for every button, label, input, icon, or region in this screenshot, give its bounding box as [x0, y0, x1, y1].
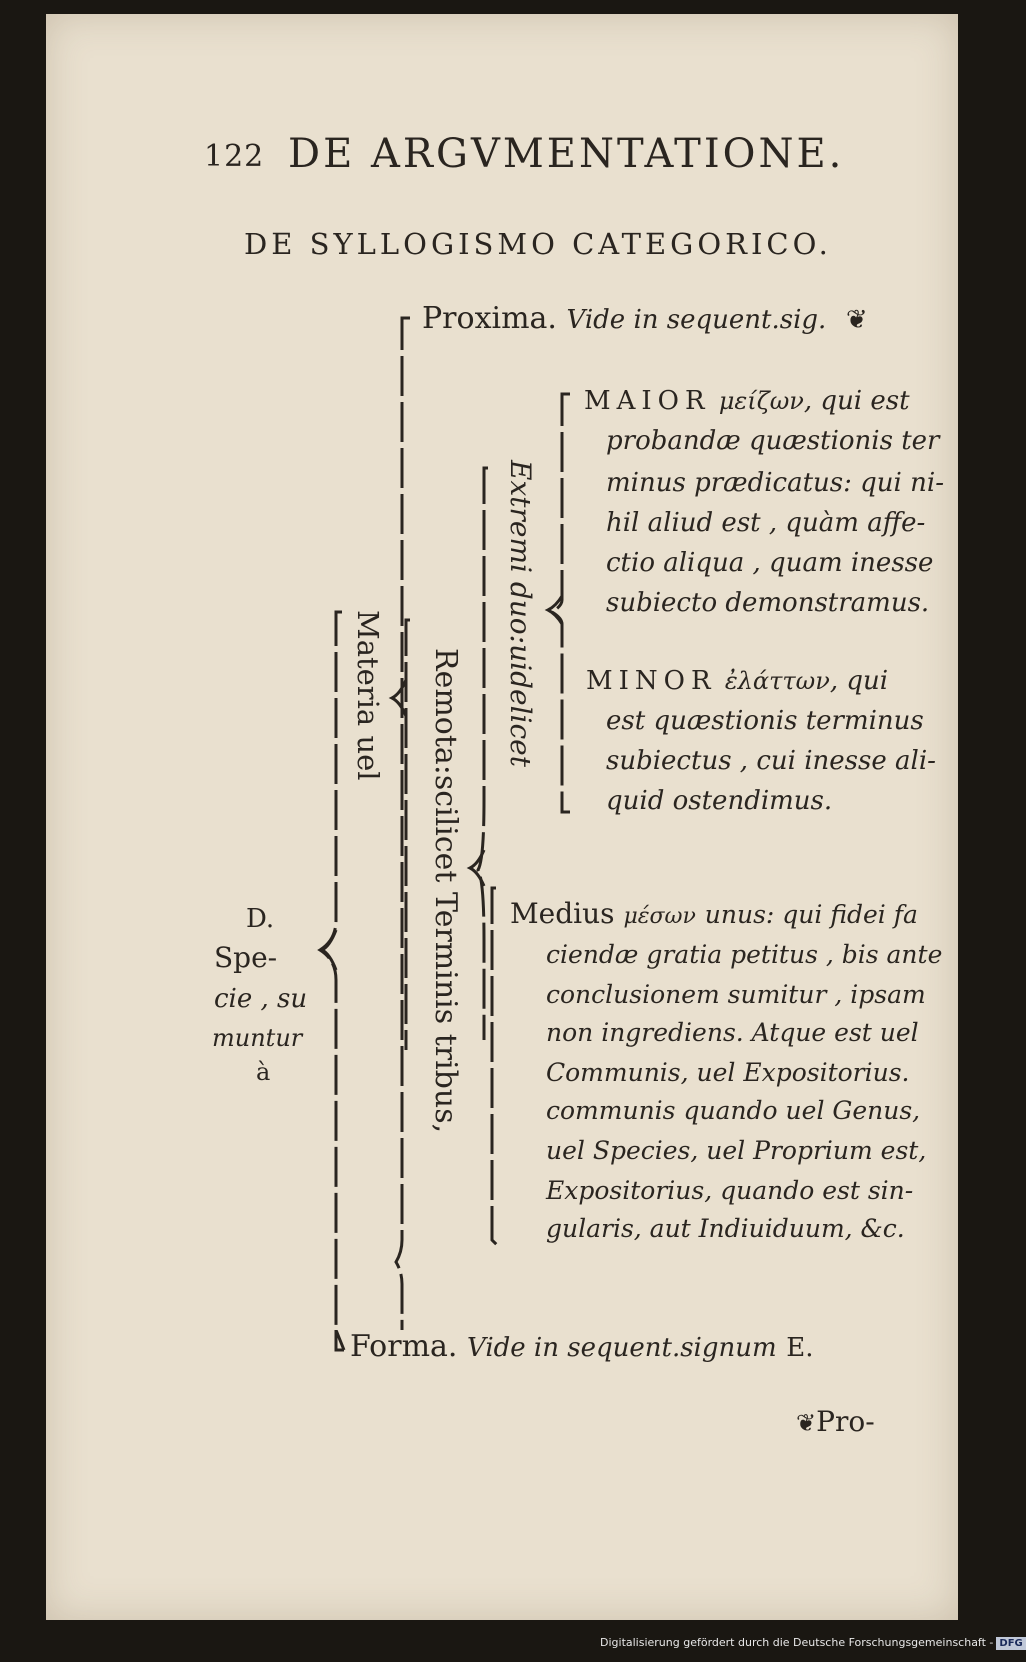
dfg-logo: DFG — [996, 1637, 1025, 1650]
section-title: DE SYLLOGISMO CATEGORICO. — [244, 227, 832, 261]
maior-label: MAIOR — [584, 386, 711, 416]
medius-line: Communis, uel Expositorius. — [546, 1058, 910, 1087]
forma-label: Forma. — [350, 1329, 458, 1364]
minor-label: MINOR — [586, 666, 717, 696]
running-title: DE ARGVMENTATIONE. — [288, 131, 845, 177]
digitization-footer — [600, 1636, 1026, 1650]
minor-line: subiectus , cui inesse ali- — [606, 746, 936, 776]
medius-greek: μέσων — [623, 904, 696, 929]
minor-line: est quæstionis terminus — [606, 706, 924, 736]
left-line: D. — [246, 904, 275, 934]
left-line: cie , su — [214, 984, 308, 1014]
medius-line: conclusionem sumitur , ipsam — [546, 980, 926, 1009]
maior-line: hil aliud est , quàm affe- — [606, 508, 926, 538]
fleuron-icon: ❦ — [845, 305, 868, 335]
medius-line: gularis, aut Indiuiduum, &c. — [546, 1214, 905, 1243]
minor-greek: ἐλάττων — [724, 667, 830, 695]
maior-line: minus prædicatus: qui ni- — [606, 468, 944, 498]
maior-line: ctio aliqua , quam inesse — [606, 548, 934, 578]
medius-line: communis quando uel Genus, — [546, 1096, 921, 1125]
bracket-main — [396, 318, 410, 1330]
bracket-remota — [406, 620, 410, 1050]
medius-label: Medius — [510, 897, 615, 930]
proxima-label: Proxima. — [422, 301, 557, 336]
medius-first-line — [510, 897, 918, 930]
brace-point-maior — [548, 596, 562, 624]
medius-line: ciendæ gratia petitus , bis ante — [546, 940, 943, 969]
medius-line: uel Species, uel Proprium est, — [546, 1136, 927, 1165]
forma-letter: E. — [786, 1333, 814, 1363]
fleuron-icon: ❦ — [796, 1409, 817, 1437]
bracket-extremi — [478, 468, 488, 1040]
left-line: à — [256, 1058, 271, 1086]
brace-point-materia — [392, 680, 406, 716]
maior-line: probandæ quæstionis ter — [606, 426, 940, 456]
forma-reference: Vide in sequent.signum — [467, 1333, 777, 1363]
minor-line: quid ostendimus. — [606, 786, 833, 816]
left-line: muntur — [212, 1024, 303, 1052]
brace-point-extremi — [470, 850, 484, 886]
maior-line: subiecto demonstramus. — [606, 588, 930, 618]
forma-line — [350, 1329, 814, 1364]
page-number: 122 — [204, 139, 265, 174]
footer-text: Digitalisierung gefördert durch die Deutsche Forschungsgemeinschaft - — [600, 1636, 994, 1649]
bracket-medius — [492, 888, 500, 1248]
bracket-materia — [320, 612, 344, 1350]
maior-greek: μείζων — [718, 387, 804, 415]
bracket-maior-minor — [552, 394, 570, 812]
medius-line: Expositorius, quando est sin- — [546, 1176, 914, 1205]
catchword — [796, 1405, 875, 1438]
medius-line: non ingrediens. Atque est uel — [546, 1018, 919, 1047]
remota-vertical: Remota:scilicet Terminis tribus, — [428, 648, 463, 1134]
extremi-vertical: Extremi duo:uidelicet — [504, 460, 537, 767]
minor-line: , qui — [829, 666, 889, 696]
materia-vertical: Materia uel — [351, 610, 385, 781]
maior-first-line — [584, 388, 910, 414]
proxima-reference: Vide in sequent.sig. — [566, 305, 827, 335]
medius-line: unus: qui fidei fa — [704, 900, 918, 929]
left-line: Spe- — [214, 941, 278, 974]
maior-line: , qui est — [803, 386, 910, 416]
proxima-line — [422, 301, 868, 336]
catchword-text: Pro- — [816, 1405, 875, 1438]
minor-first-line — [586, 668, 888, 694]
brace-point-left — [322, 930, 336, 970]
